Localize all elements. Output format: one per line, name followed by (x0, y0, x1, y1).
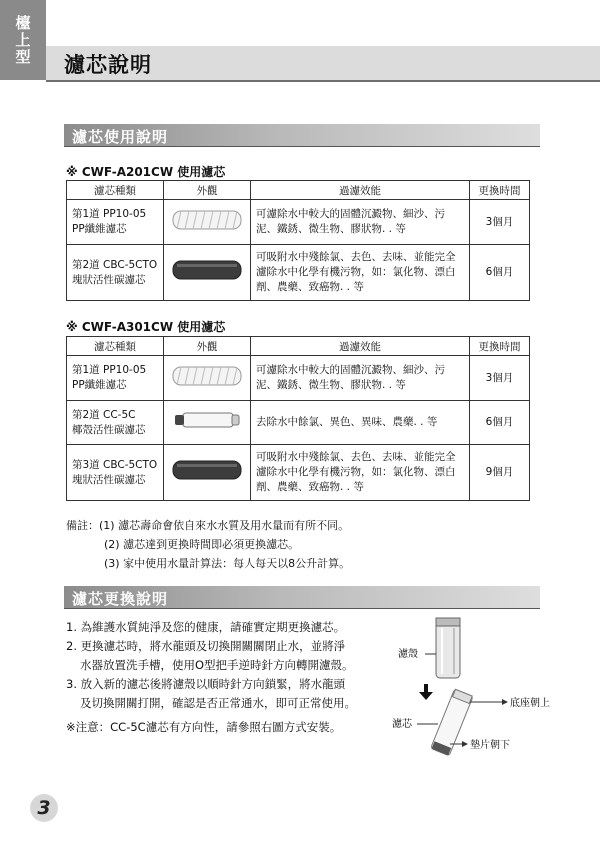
section-side-tab (0, 0, 46, 80)
step-line-4: 3. 放入新的濾芯後將濾殼以順時針方向鎖緊，將水龍頭 (66, 677, 346, 691)
step-line-5: 及切換開關打開，確認是否正常通水，即可正常使用。 (80, 696, 356, 710)
pp-fiber-cartridge-icon (164, 356, 251, 401)
filter-effect: 可濾除水中較大的固體沉澱物、細沙、污泥、鐵銹、微生物、膠狀物. . 等 (251, 356, 470, 401)
note-line-2: (2) 濾芯達到更換時間即必須更換濾芯。 (104, 538, 300, 551)
table-header-row (67, 337, 530, 356)
side-tab-char-1: 檯 (15, 13, 31, 32)
col-header-effect: 過濾效能 (251, 337, 470, 356)
step-line-1: 1. 為維護水質純淨及您的健康，請確實定期更換濾芯。 (66, 620, 346, 634)
col-header-type: 濾芯種類 (67, 337, 164, 356)
table-row (67, 245, 530, 301)
model-a-heading: ※ CWF-A201CW 使用濾芯 (66, 165, 226, 179)
step-line-3: 水器放置洗手槽，使用O型把手逆時針方向轉開濾殼。 (80, 658, 354, 672)
col-header-replace: 更換時間 (470, 181, 530, 200)
page-header-bar (46, 46, 600, 82)
base-up-label: 底座朝上 (510, 698, 550, 709)
filter-effect: 可吸附水中殘餘氯、去色、去味、並能完全濾除水中化學有機污物，如：氯化物、漂白劑、農藥、致癌物. . 等 (251, 445, 470, 501)
cartridge-install-diagram (380, 612, 580, 762)
filter-replace-time: 6個月 (470, 401, 530, 445)
col-header-appearance: 外觀 (164, 181, 251, 200)
cc5c-cartridge-icon (431, 689, 474, 756)
section-usage-header (64, 124, 540, 147)
filter-replace-time: 3個月 (470, 200, 530, 245)
col-header-type: 濾芯種類 (67, 181, 164, 200)
side-tab-char-3: 型 (15, 47, 31, 66)
page-number: 3 (30, 794, 58, 822)
carbon-block-cartridge-icon (164, 245, 251, 301)
cartridge-label: 濾芯 (392, 719, 412, 730)
section-replace-title: 濾芯更換說明 (72, 590, 169, 608)
filter-effect: 可吸附水中殘餘氯、去色、去味、並能完全濾除水中化學有機污物，如：氯化物、漂白劑、農藥、致癌物. . 等 (251, 245, 470, 301)
filter-effect: 可濾除水中較大的固體沉澱物、細沙、污泥、鐵銹、微生物、膠狀物. . 等 (251, 200, 470, 245)
col-header-replace: 更換時間 (470, 337, 530, 356)
model-b-heading: ※ CWF-A301CW 使用濾芯 (66, 320, 226, 334)
gasket-down-label: 墊片朝下 (470, 740, 510, 751)
model-b-filter-table (66, 336, 530, 501)
section-replace-header (64, 586, 540, 609)
filter-replace-time: 9個月 (470, 445, 530, 501)
carbon-block-cartridge-icon (164, 445, 251, 501)
table-row (67, 445, 530, 501)
step-note: ※注意：CC-5C濾芯有方向性，請參照右圖方式安裝。 (66, 720, 342, 734)
housing-icon (436, 618, 460, 678)
housing-label: 濾殼 (398, 649, 418, 660)
coconut-carbon-cartridge-icon (164, 401, 251, 445)
table-row (67, 200, 530, 245)
filter-type: 第1道 PP10-05 PP纖維濾芯 (67, 200, 164, 245)
filter-replace-time: 6個月 (470, 245, 530, 301)
filter-replace-time: 3個月 (470, 356, 530, 401)
section-usage-title: 濾芯使用說明 (72, 128, 169, 146)
model-a-filter-table (66, 180, 530, 301)
notes-block (66, 516, 350, 573)
note-line-1: 備註：(1) 濾芯壽命會依自來水水質及用水量而有所不同。 (66, 519, 350, 532)
table-row (67, 356, 530, 401)
pp-fiber-cartridge-icon (164, 200, 251, 245)
page-title: 濾芯說明 (64, 53, 152, 77)
filter-effect: 去除水中餘氯、異色、異味、農藥. . 等 (251, 401, 470, 445)
filter-type: 第2道 CBC-5CTO 塊狀活性碳濾芯 (67, 245, 164, 301)
col-header-effect: 過濾效能 (251, 181, 470, 200)
replace-steps (66, 618, 396, 737)
filter-type: 第3道 CBC-5CTO 塊狀活性碳濾芯 (67, 445, 164, 501)
filter-type: 第1道 PP10-05 PP纖維濾芯 (67, 356, 164, 401)
step-line-2: 2. 更換濾芯時，將水龍頭及切換開關關閉止水，並將淨 (66, 639, 346, 653)
down-arrow-icon (419, 684, 433, 700)
note-line-3: (3) 家中使用水量計算法：每人每天以8公升計算。 (104, 557, 351, 570)
side-tab-char-2: 上 (15, 30, 31, 49)
filter-type: 第2道 CC-5C 椰殼活性碳濾芯 (67, 401, 164, 445)
table-row (67, 401, 530, 445)
table-header-row (67, 181, 530, 200)
col-header-appearance: 外觀 (164, 337, 251, 356)
